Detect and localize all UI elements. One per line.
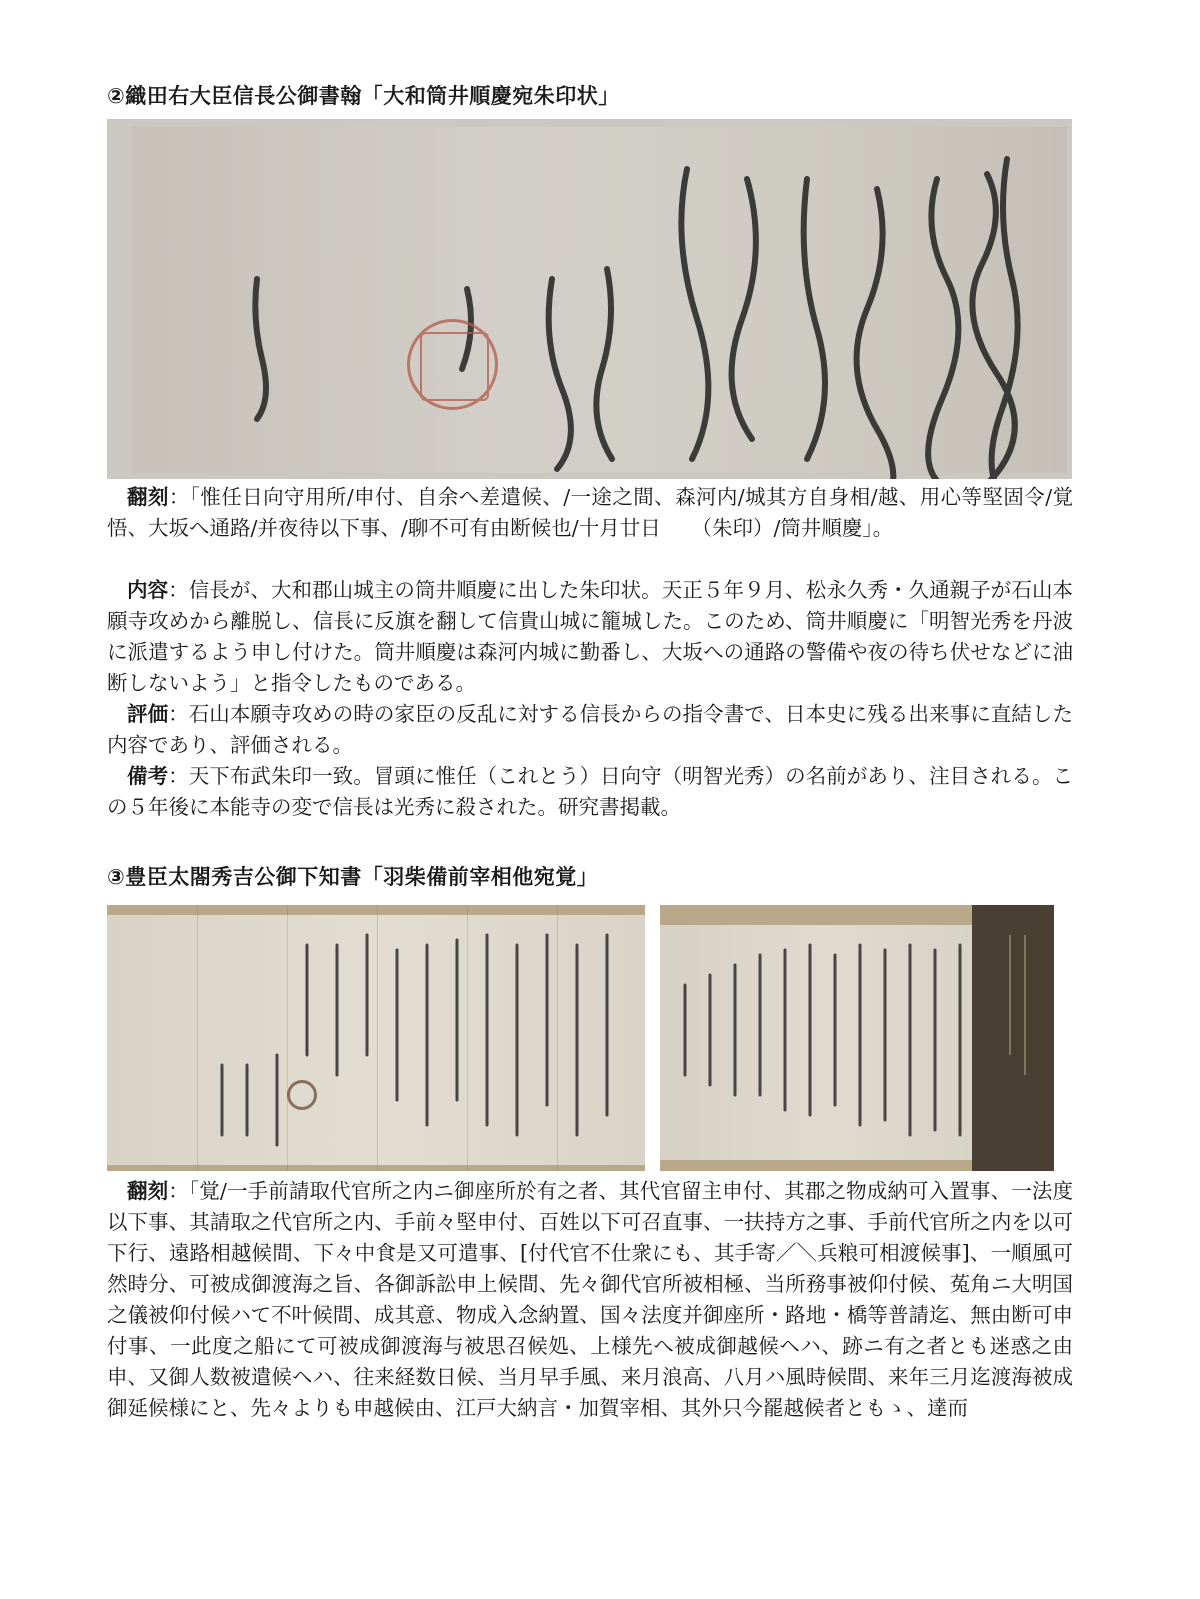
hideyoshi-scroll-photo-left [107,905,645,1171]
section2-heading: ②織田右大臣信長公御書翰「大和筒井順慶宛朱印状」 [107,84,620,108]
content-text: ：信長が、大和郡山城主の筒井順慶に出した朱印状。天正５年９月、松永久秀・久通親子が石山本願寺攻めから離脱し、信長に反旗を翻して信貴山城に籠城した。このため、筒井順慶に「明智光秀を丹波に派遣するよう申し付けた。筒井順慶は森河内城に勤番し、大坂への通路の警備や夜の待ち伏せなどに油断しないよう」と指令したものである。 [107,578,1074,695]
scroll-script-left [107,905,645,1171]
calligraphy-strokes [107,119,1072,479]
nobunaga-letter-photo [107,119,1072,479]
transcription-label: 翻刻 [127,1179,169,1203]
content-label: 内容 [127,578,169,602]
section2-evaluation [107,699,1073,761]
small-seal [287,1080,317,1110]
section2-notes [107,761,1073,823]
notes-label: 備考 [127,764,169,788]
notes-text: ：天下布武朱印一致。冒頭に惟任（これとう）日向守（明智光秀）の名前があり、注目される。この５年後に本能寺の変で信長は光秀に殺された。研究書掲載。 [107,764,1074,819]
section2-content [107,575,1073,699]
evaluation-label: 評価 [127,702,169,726]
section3-heading: ③豊臣太閤秀吉公御下知書「羽柴備前宰相他宛覚」 [107,865,599,889]
transcription-text: ：「惟任日向守用所/申付、自余へ差遣候、/一途之間、森河内/城其方自身相/越、用心等堅固令/覚悟、大坂へ通路/并夜待以下事、/聊不可有由断候也/十月廿日 （朱印）/筒井順慶」。 [107,485,1074,540]
section3-transcription [107,1176,1073,1424]
evaluation-text: ：石山本願寺攻めの時の家臣の反乱に対する信長からの指令書で、日本史に残る出来事に直結した内容であり、評価される。 [107,702,1073,757]
transcription-text: ：「覚/一手前請取代官所之内ニ御座所於有之者、其代官留主申付、其郡之物成納可入置事、一法度以下事、其請取之代官所之内、手前々堅申付、百姓以下可召直事、一扶持方之事、手前代官所之内を以可下行、遠路相越候間、下々中食是又可遣事、[付代官不仕衆にも、其手寄／＼兵粮可相渡候事]、一順風可然時分、可被成御渡海之旨、各御訴訟申上候間、先々御代官所被相極、当所務事被仰付候、菟角ニ大明国之儀被仰付候ハて不叶候間、成其意、物成入念納置、国々法度并御座所・路地・橋等普請迄、無由断可申付事、一此度之船にて可被成御渡海与被思召候処、上様先へ被成御越候ヘハ、跡ニ有之者とも迷惑之由申、又御人数被遣候ヘハ、往来経数日候、当月早手風、来月浪高、八月ハ風時候間、来年三月迄渡海被成御延候様にと、先々よりも申越候由、江戸大納言・加賀宰相、其外只今罷越候者ともゝ、達而 [107,1179,1074,1420]
scroll-script-right [660,905,1054,1171]
vermilion-seal [407,319,498,410]
section2-transcription [107,482,1073,544]
hideyoshi-scroll-photo-right [660,905,1054,1171]
transcription-label: 翻刻 [127,485,169,509]
